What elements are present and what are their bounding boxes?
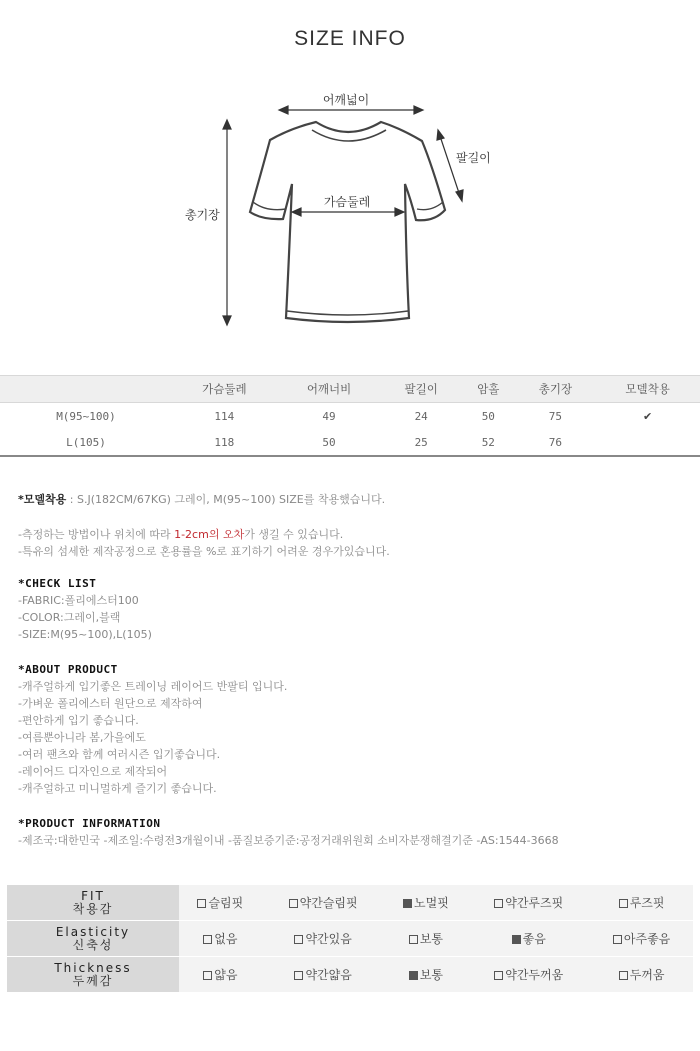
- header-cell: 어깨너비: [277, 376, 382, 403]
- tshirt-outline-icon: [250, 122, 445, 322]
- product-information: [18, 815, 688, 849]
- elasticity-label: [7, 921, 179, 957]
- option-label: 좋음: [522, 932, 546, 946]
- option-label: 약간루즈핏: [505, 896, 564, 910]
- size-cell: L(105): [0, 429, 172, 456]
- elasticity-option: [590, 921, 693, 957]
- list-item: -가벼운 폴리에스터 원단으로 제작하여: [18, 697, 203, 710]
- option-label: 보통: [419, 968, 444, 982]
- checkbox-checked-icon: [409, 971, 418, 980]
- list-item: -SIZE:M(95~100),L(105): [18, 628, 152, 641]
- fit-option: [262, 885, 385, 921]
- checkbox-icon: [203, 971, 212, 980]
- sleeve-label: 팔길이: [456, 151, 491, 165]
- header-cell: [0, 376, 172, 403]
- elasticity-label-ko: 신축성: [72, 937, 114, 952]
- value-cell: 24: [414, 409, 428, 423]
- thickness-label-en: Thickness: [54, 960, 132, 975]
- fit-option: [179, 885, 262, 921]
- measure-note: [18, 526, 343, 542]
- about-product: [18, 661, 688, 797]
- elasticity-option: [262, 921, 385, 957]
- list-item: -캐주얼하고 미니멀하게 즐기기 좋습니다.: [18, 782, 217, 795]
- product-information-line: -제조국:대한민국 -제조일:수령전3개월이내 -품질보증기준:공정거래위원회 소비자분쟁해결기준 -AS:1544-3668: [18, 834, 559, 847]
- option-label: 약간있음: [305, 932, 352, 946]
- checkbox-checked-icon: [512, 935, 521, 944]
- list-item: -캐주얼하게 입기좋은 트레이닝 레이어드 반팔티 입니다.: [18, 680, 288, 693]
- chest-label: 가슴둘레: [323, 195, 371, 209]
- measure-note-text: -측정하는 방법이나 위치에 따라: [18, 528, 175, 541]
- header-cell: 모델착용: [595, 376, 700, 403]
- value-cell: 49: [322, 409, 336, 423]
- checkmark-icon: ✔: [643, 409, 653, 423]
- checkbox-icon: [294, 971, 303, 980]
- option-label: 없음: [214, 932, 238, 946]
- list-item: -여름뿐아니라 봄,가을에도: [18, 731, 146, 744]
- list-item: -레이어드 디자인으로 제작되어: [18, 765, 168, 778]
- thickness-label-ko: 두께감: [72, 973, 114, 988]
- elasticity-row: [7, 921, 693, 957]
- thickness-option: [179, 957, 262, 993]
- fit-table: [7, 885, 693, 993]
- checkbox-icon: [409, 935, 418, 944]
- option-label: 노멀핏: [414, 896, 449, 910]
- option-label: 얇음: [214, 968, 238, 982]
- checkbox-icon: [203, 935, 212, 944]
- shoulder-label: 어깨넓이: [322, 93, 370, 107]
- value-cell: 118: [172, 429, 277, 456]
- table-row: [0, 403, 700, 430]
- thickness-option-selected: [385, 957, 468, 993]
- value-cell: 50: [481, 409, 495, 423]
- check-list: [18, 575, 688, 643]
- header-cell: 암홀: [461, 376, 516, 403]
- size-cell: M(95~100): [56, 409, 116, 423]
- check-list-heading: *CHECK LIST: [18, 577, 97, 590]
- elasticity-option-selected: [467, 921, 590, 957]
- elasticity-option: [179, 921, 262, 957]
- thickness-option: [590, 957, 693, 993]
- header-cell: 가슴둘레: [172, 376, 277, 403]
- checkbox-icon: [494, 899, 503, 908]
- header-cell: 총기장: [516, 376, 596, 403]
- header-cell: 팔길이: [381, 376, 461, 403]
- list-item: -편안하게 입기 좋습니다.: [18, 714, 139, 727]
- thickness-option: [467, 957, 590, 993]
- value-cell: 75: [548, 409, 563, 423]
- size-table-header: [0, 376, 700, 403]
- option-label: 두꺼움: [629, 968, 665, 982]
- model-note-text: : S.J(182CM/67KG) 그레이, M(95~100) SIZE를 착용했습니다.: [66, 493, 386, 506]
- checkbox-icon: [294, 935, 303, 944]
- list-item: -여러 팬츠와 함께 여러시즌 입기좋습니다.: [18, 748, 221, 761]
- list-item: -FABRIC:폴리에스터100: [18, 594, 139, 607]
- fit-option: [467, 885, 590, 921]
- measure-note-highlight: 1-2cm의 오차: [174, 528, 245, 541]
- option-label: 아주좋음: [623, 932, 671, 946]
- checkbox-checked-icon: [403, 899, 412, 908]
- fit-label-ko: 착용감: [72, 901, 114, 916]
- model-cell: [595, 429, 700, 456]
- checkbox-icon: [619, 899, 628, 908]
- option-label: 약간슬림핏: [299, 896, 358, 910]
- checkbox-icon: [197, 899, 206, 908]
- model-note-label: *모델착용: [18, 493, 67, 506]
- list-item: -COLOR:그레이,블랙: [18, 611, 121, 624]
- value-cell: 25: [381, 429, 461, 456]
- thickness-row: [7, 957, 693, 993]
- checkbox-icon: [494, 971, 503, 980]
- page-title: SIZE INFO: [294, 27, 406, 50]
- checkbox-icon: [613, 935, 622, 944]
- checkbox-icon: [619, 971, 628, 980]
- option-label: 루즈핏: [629, 896, 665, 910]
- value-cell: 76: [516, 429, 596, 456]
- option-label: 슬림핏: [208, 896, 244, 910]
- option-label: 약간두꺼움: [505, 968, 564, 982]
- elasticity-label-en: Elasticity: [55, 924, 131, 939]
- checkbox-icon: [289, 899, 298, 908]
- value-cell: 114: [214, 409, 235, 423]
- size-table: [0, 375, 700, 457]
- table-row: [0, 429, 700, 456]
- value-cell: 52: [461, 429, 516, 456]
- measure-note-text-end: 가 생길 수 있습니다.: [244, 528, 344, 541]
- model-note: [18, 491, 385, 507]
- option-label: 약간얇음: [305, 968, 352, 982]
- fit-option-selected: [385, 885, 468, 921]
- about-product-heading: *ABOUT PRODUCT: [18, 663, 118, 676]
- fit-label: [7, 885, 179, 921]
- product-information-heading: *PRODUCT INFORMATION: [18, 817, 161, 830]
- fit-label-en: FIT: [81, 888, 105, 903]
- fit-row: [7, 885, 693, 921]
- fit-option: [590, 885, 693, 921]
- option-label: 보통: [419, 932, 444, 946]
- elasticity-option: [385, 921, 468, 957]
- thickness-option: [262, 957, 385, 993]
- blend-note: -특유의 섬세한 제작공정으로 혼용률을 %로 표기하기 어려운 경우가있습니다.: [18, 545, 390, 558]
- tshirt-diagram: [175, 85, 525, 335]
- length-label: 총기장: [185, 208, 220, 222]
- value-cell: 50: [277, 429, 382, 456]
- thickness-label: [7, 957, 179, 993]
